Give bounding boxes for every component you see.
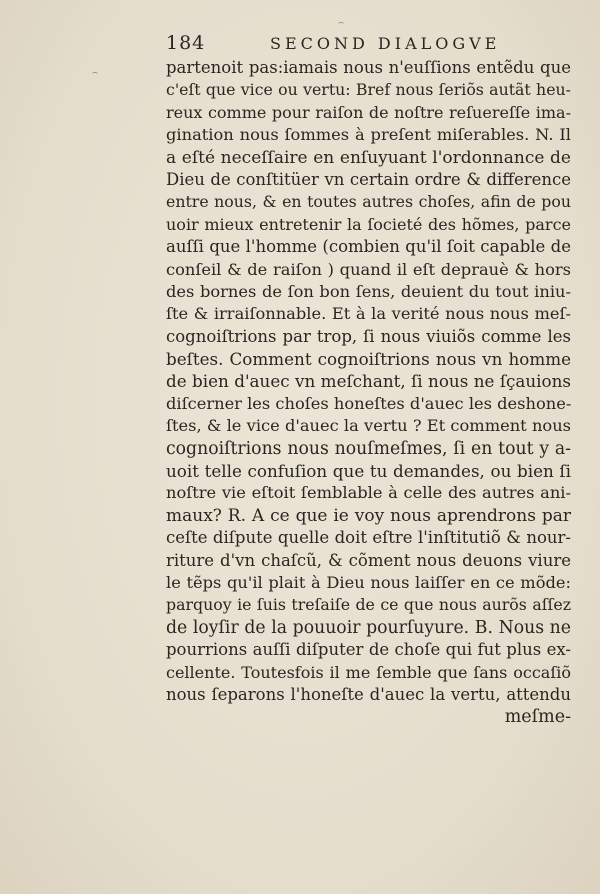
text-line: uoir mieux entretenir la ſocieté des hõmes, parce	[166, 214, 571, 234]
text-line: riture d'vn chaſcũ, & cõment nous deuons viure	[166, 550, 571, 570]
text-line: reux comme pour raiſon de noſtre reſuereſſe ima-	[166, 102, 571, 122]
text-line: ſtes, & le vice d'auec la vertu ? Et comment nous	[166, 416, 571, 436]
text-line: uoit telle confuſion que tu demandes, ou bien ſi	[166, 461, 571, 482]
text-line: a eſté neceſſaire en enſuyuant l'ordonnance de	[166, 147, 571, 168]
text-line: entre nous, & en toutes autres choſes, afin de pou	[166, 192, 571, 212]
text-line: parquoy ie ſuis treſaiſe de ce que nous aurõs aſſez	[166, 595, 571, 615]
text-line: de loyſir de la pouuoir pourſuyure. B. Nous ne	[166, 617, 571, 638]
folio-number: 184	[166, 32, 206, 54]
catchword: meſme-	[504, 707, 571, 728]
text-line: cognoiſtrions par trop, ſi nous viuiõs comme les	[166, 326, 571, 346]
text-line: partenoit pas:iamais nous n'euſſions entẽdu que	[166, 58, 571, 77]
text-line: ſte & irraiſonnable. Et à la verité nous nous meſ-	[166, 304, 571, 324]
margin-mark	[92, 72, 98, 76]
text-line: maux? R. A ce que ie voy nous aprendrons par	[166, 505, 571, 526]
page-header	[166, 30, 570, 56]
text-line: de bien d'auec vn meſchant, ſi nous ne ſçauions	[166, 371, 571, 392]
text-line: nous ſeparons l'honeſte d'auec la vertu, attendu	[166, 684, 571, 704]
text-line: cognoiſtrions nous nouſmeſmes, ſi en tout y a-	[166, 438, 571, 459]
text-line: conſeil & de raiſon ) quand il eſt deprauè & hors	[166, 259, 571, 279]
text-line: noſtre vie eſtoit ſemblable à celle des autres ani-	[166, 483, 571, 503]
text-line: des bornes de ſon bon ſens, deuient du tout iniu-	[166, 281, 571, 301]
text-line: Dieu de conſtitüer vn certain ordre & difference	[166, 169, 571, 189]
text-line: c'eſt que vice ou vertu: Bref nous ſeriõs autãt heu-	[166, 80, 571, 100]
text-line: gination nous ſommes à preſent miſerables. N. Il	[166, 125, 571, 145]
margin-mark	[338, 22, 344, 26]
text-line: auſſi que l'homme (combien qu'il ſoit capable de	[166, 237, 571, 257]
text-line: beſtes. Comment cognoiſtrions nous vn homme	[166, 349, 571, 370]
text-line: cellente. Toutesfois il me ſemble que ſans occaſiõ	[166, 662, 571, 682]
text-line: ceſte diſpute quelle doit eſtre l'inſtitutiõ & nour-	[166, 528, 571, 548]
text-line: le tẽps qu'il plait à Dieu nous laiſſer en ce mõde:	[166, 572, 571, 592]
text-line: pourrions auſſi diſputer de choſe qui fut plus ex-	[166, 640, 571, 660]
text-line: diſcerner les choſes honeſtes d'auec les deshone-	[166, 393, 572, 413]
running-head: SECOND DIALOGVE	[270, 34, 501, 53]
body-text	[166, 57, 571, 729]
